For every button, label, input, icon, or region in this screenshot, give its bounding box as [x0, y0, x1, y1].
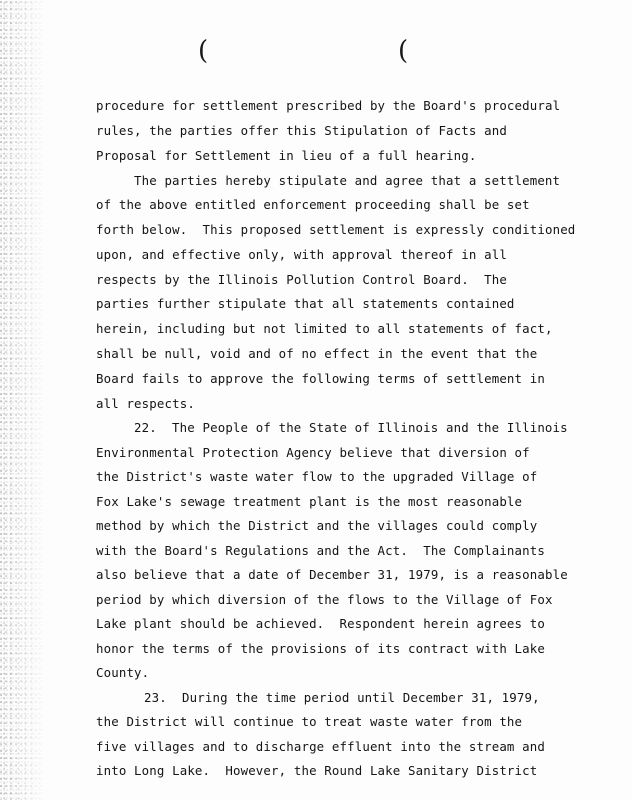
text-line: the District's waste water flow to the upgraded Village of: [96, 469, 538, 484]
text-line: of the above entitled enforcement proceeding shall be set: [96, 197, 530, 212]
text-line: Board fails to approve the following terms of settlement in: [96, 371, 545, 386]
text-line: forth below. This proposed settlement is expressly conditioned: [96, 222, 576, 237]
text-line: rules, the parties offer this Stipulation of Facts and: [96, 123, 507, 138]
text-line: herein, including but not limited to all statements of fact,: [96, 321, 553, 336]
header-mark-left: (: [198, 36, 209, 66]
text-line: County.: [96, 665, 150, 680]
text-line: 22. The People of the State of Illinois and the Illinois: [134, 420, 568, 435]
text-line: upon, and effective only, with approval thereof in all: [96, 247, 507, 262]
text-line: procedure for settlement prescribed by the Board's procedural: [96, 98, 561, 113]
text-line: honor the terms of the provisions of its contract with Lake: [96, 641, 545, 656]
text-line: the District will continue to treat waste water from the: [96, 714, 523, 729]
text-line: parties further stipulate that all statements contained: [96, 296, 515, 311]
text-line: The parties hereby stipulate and agree that a settlement: [134, 173, 561, 188]
text-line: 23. During the time period until December 31, 1979,: [144, 690, 540, 705]
scan-edge-noise: [0, 0, 46, 800]
text-line: Lake plant should be achieved. Respondent herein agrees to: [96, 616, 545, 631]
text-line: Proposal for Settlement in lieu of a full hearing.: [96, 148, 477, 163]
text-line: into Long Lake. However, the Round Lake Sanitary District: [96, 763, 538, 778]
text-line: five villages and to discharge effluent into the stream and: [96, 739, 545, 754]
text-line: also believe that a date of December 31, 1979, is a reasonable: [96, 567, 568, 582]
text-line: Environmental Protection Agency believe that diversion of: [96, 445, 530, 460]
text-line: Fox Lake's sewage treatment plant is the most reasonable: [96, 494, 523, 509]
text-line: with the Board's Regulations and the Act. The Complainants: [96, 543, 545, 558]
text-line: shall be null, void and of no effect in the event that the: [96, 346, 538, 361]
text-line: respects by the Illinois Pollution Control Board. The: [96, 272, 507, 287]
header-mark-right: (: [398, 36, 409, 66]
text-line: period by which diversion of the flows to the Village of Fox: [96, 592, 553, 607]
text-line: method by which the District and the villages could comply: [96, 518, 538, 533]
text-line: all respects.: [96, 396, 195, 411]
